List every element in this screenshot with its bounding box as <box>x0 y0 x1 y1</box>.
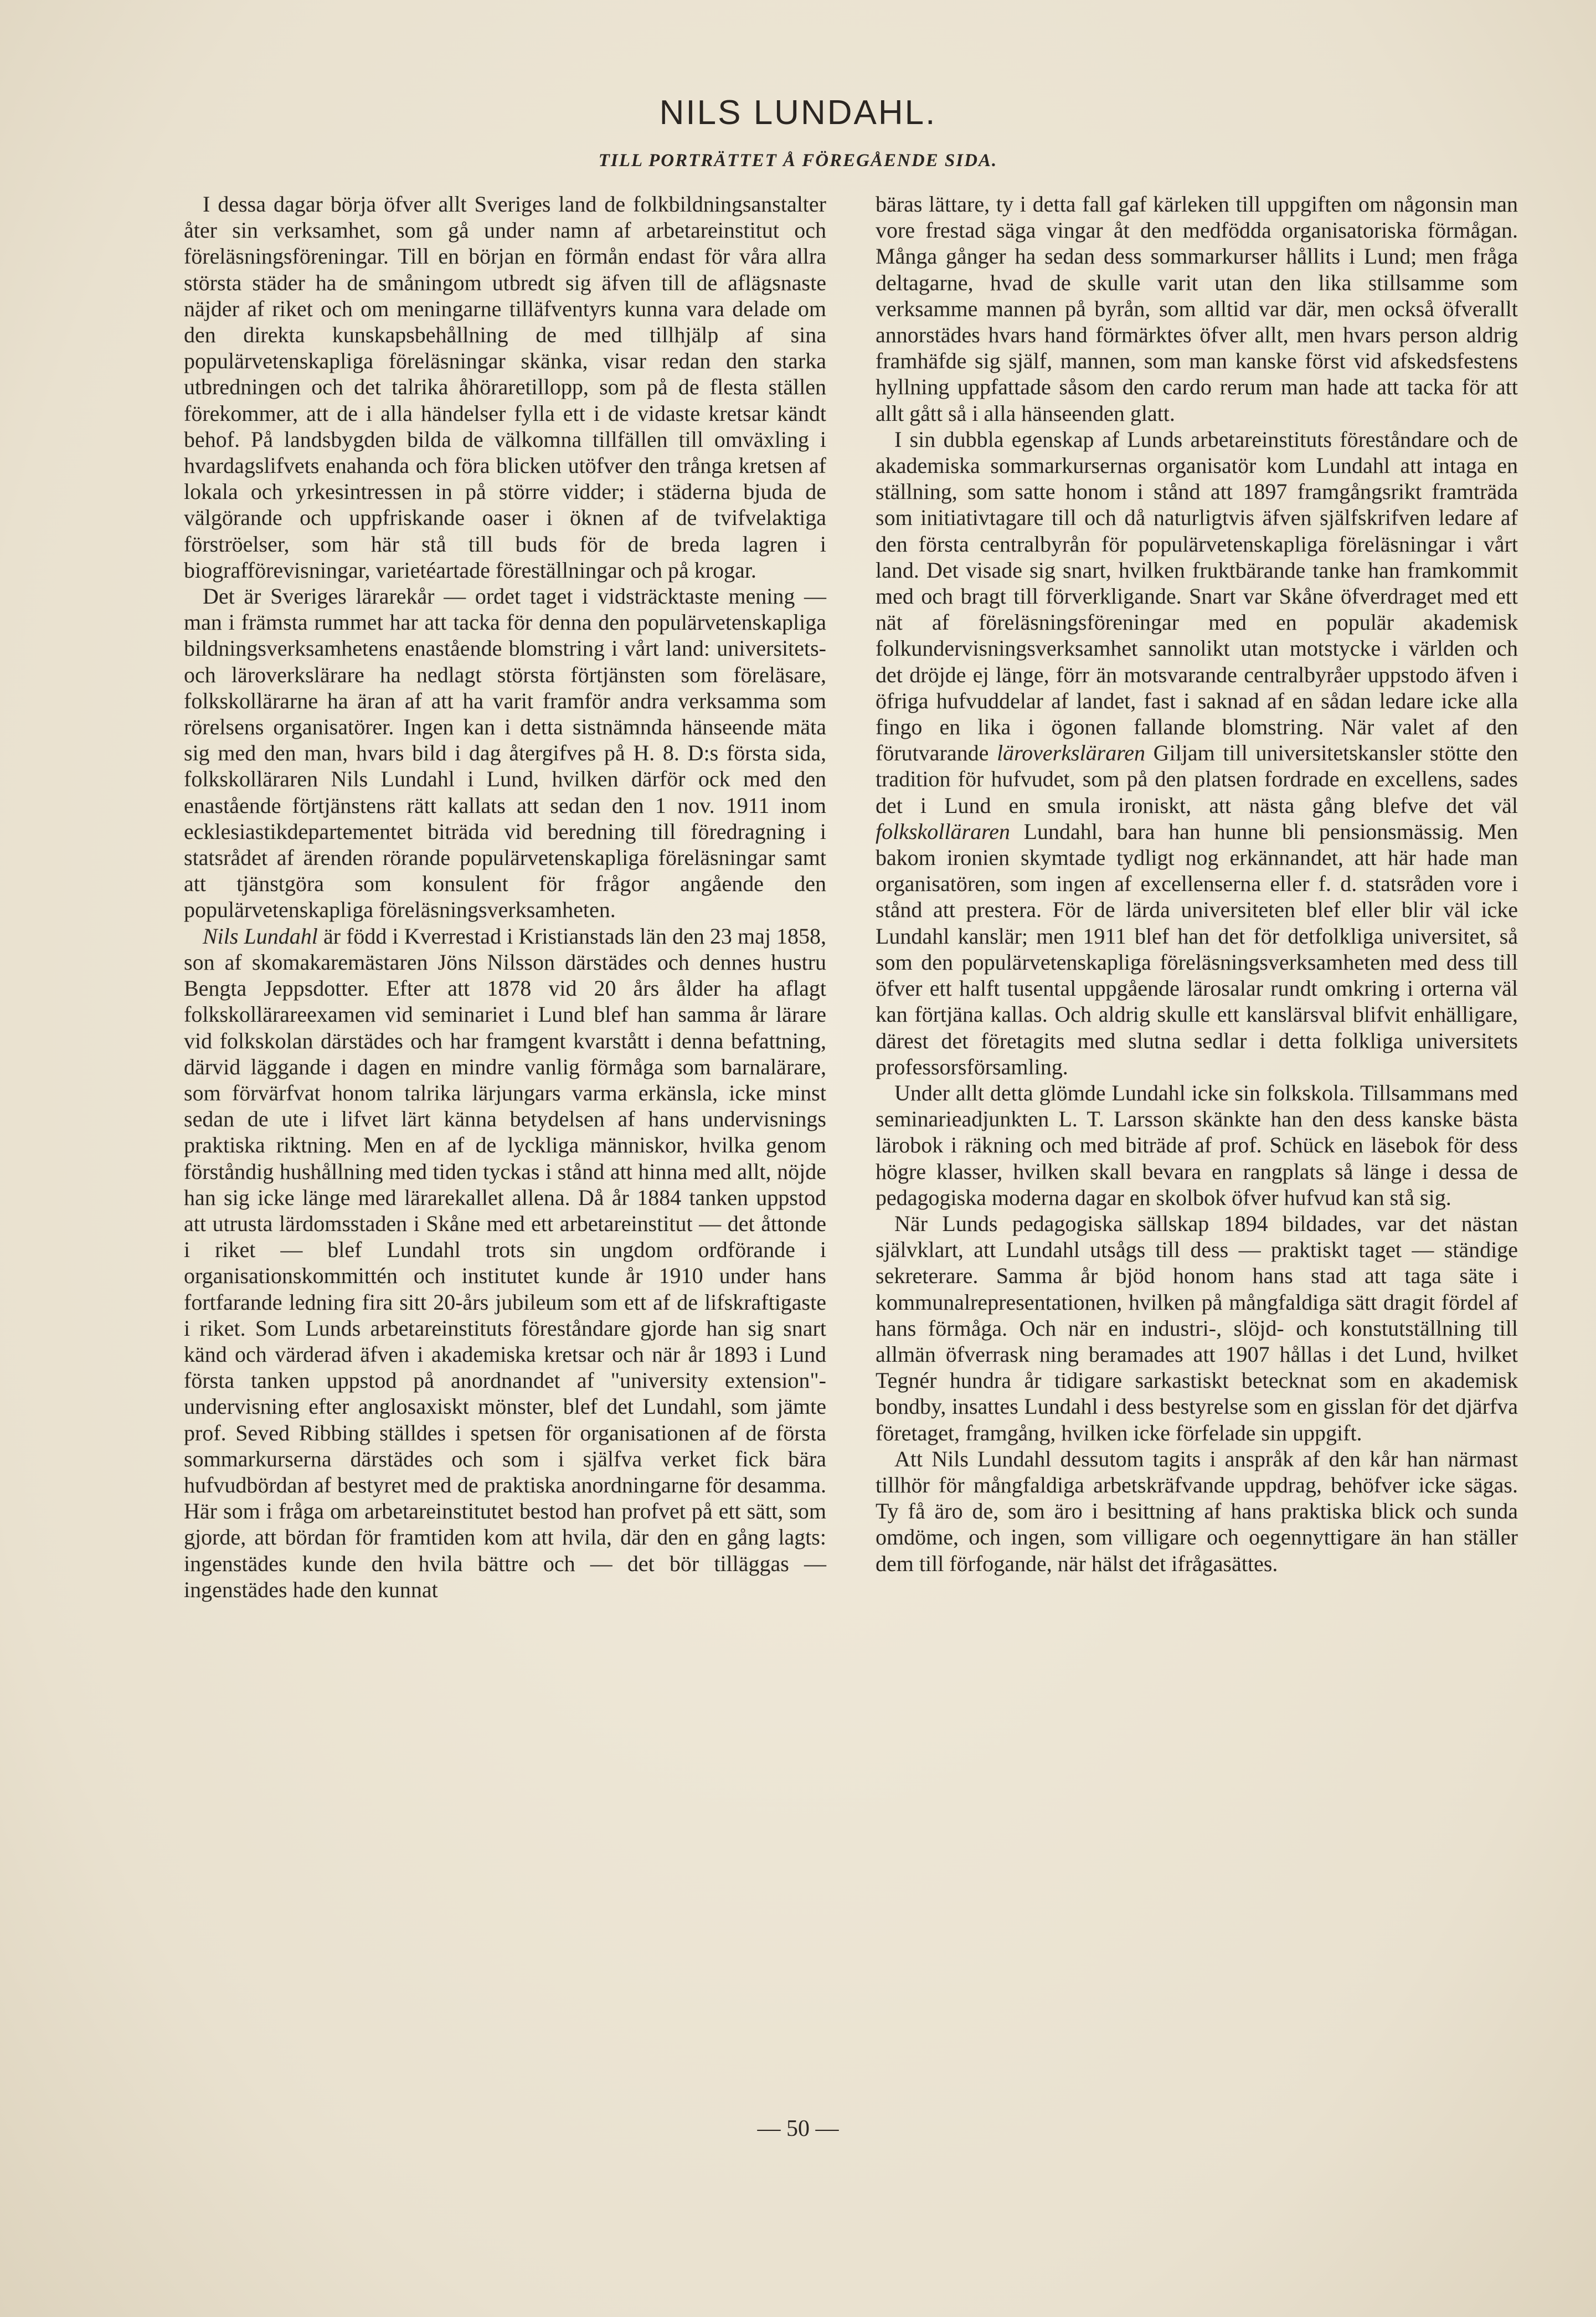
paragraph-text: I sin dubbla egenskap af Lunds arbetareinstituts föreståndare och de akademiska sommarkursernas organisatör kom Lundahl att intaga en ställning, som satte honom i stånd att 1897 framgångsrikt framträda som initiativtagare till och då naturligtvis äfven själfskrifven ledare af den första centralbyrån för populärvetenskapliga föreläsningar i vårt land. Det visade sig snart, hvilken fruktbärande tanke han framkommit med och bragt till förverkligande. Snart var Skåne öfverdraget med ett nät af föreläsningsföreningar med en populär akademisk folkundervisningsverksamhet sannolikt utan motstycke i världen och det dröjde ej länge, förr än motsvarande centralbyråer uppstodo äfven i öfriga hufvuddelar af landet, fast i saknad af en sådan ledare icke alla fingo en lika i ögonen fallande blomstring. När valet af den förutvarande <box>876 426 1518 766</box>
left-text-column <box>184 191 826 1603</box>
paragraph: Under allt detta glömde Lundahl icke sin folkskola. Tillsammans med seminarieadjunkten L. T. Larsson skänkte han den dess kanske bästa lärobok i räkning och med biträde af prof. Schück en läsebok för dess högre klasser, hvilken skall bevara en rangplats så länge i dessa de pedagogiska moderna dagar en skolbok öfver hufvud kan stå sig. <box>876 1080 1518 1210</box>
paragraph-text: är född i Kverrestad i Kristianstads län den 23 maj 1858, son af skomakaremästaren Jöns Nilsson därstädes och dennes hustru Bengta Jeppsdotter. Efter att 1878 vid 20 års ålder ha aflagt folkskollärareexamen vid seminariet i Lund blef han samma år lärare vid folkskolan därstädes och har framgent kvarstått i denna befattning, därvid läggande i dagen en mindre vanlig förmåga som barnalärare, som förvärfvat honom talrika lärjungars varma erkänsla, icke minst sedan de ute i lifvet lärt känna betydelsen af hans undervisnings praktiska riktning. Men en af de lyckliga människor, hvilka genom förståndig hushållning med tiden tyckas i stånd att hinna med allt, nöjde han sig icke länge med lärarekallet allena. Då år 1884 tanken uppstod att utrusta lärdomsstaden i Skåne med ett arbetareinstitut — det åttonde i riket — blef Lundahl trots sin ungdom ordförande i organisationskommittén och institutet kunde år 1910 under hans fortfarande ledning fira sitt 20-års jubileum som ett af de lifskraftigaste i riket. Som Lunds arbetareinstituts föreståndare gjorde han sig snart känd och värderad äfven i akademiska kretsar och när år 1893 i Lund första tanken uppstod på anordnandet af "university extension"-undervisning efter anglosaxiskt mönster, blef det Lundahl, som jämte prof. Seved Ribbing ställdes i spetsen för organisationen af de första sommarkurserna därstädes och som i själfva verket fick bära hufvudbördan af bestyret med de praktiska anordningarne för desamma. Här som i fråga om arbetareinstitutet bestod han profvet på ett sätt, som gjorde, att bördan för framtiden kom att hvila, där den en gång lagts: ingenstädes kunde den hvila bättre och — det bör tilläggas — ingenstädes hade den kunnat <box>184 923 826 1602</box>
paragraph-text: Giljam till universitetskansler stötte den tradition för hufvudet, som på den platsen fordrade en excellens, sades det i Lund en smula ironiskt, att nästa gång blefve det väl <box>876 740 1518 818</box>
paragraph: Det är Sveriges lärarekår — ordet taget i vidsträcktaste mening — man i främsta rummet har att tacka för denna den populärvetenskapliga bildningsverksamhetens enastående blomstring i vårt land: universitets- och läroverkslärare ha nedlagt största förtjänsten som föreläsare, folkskollärarne ha äran af att ha varit framför andra verksamma som rörelsens organisatörer. Ingen kan i detta sistnämnda hänseende mäta sig med den man, hvars bild i dag återgifves på H. 8. D:s första sida, folkskolläraren Nils Lundahl i Lund, hvilken därför ock med den enastående förtjänstens rätt kallats att sedan den 1 nov. 1911 inom ecklesiastikdepartementet biträda vid beredning till föredragning i statsrådet af ärenden rörande populärvetenskapliga föreläsningar samt att tjänstgöra som konsulent för frågor angående den populärvetenskapliga föreläsningsverksamheten. <box>184 584 826 923</box>
paragraph-continued: bäras lättare, ty i detta fall gaf kärleken till uppgiften om någonsin man vore frestad säga vingar åt den medfödda organisatoriska förmågan. Många gånger ha sedan dess sommarkurser hållits i Lund; men fråga deltagarne, hvad de skulle varit utan den lika stillsamme som verksamme mannen på byrån, som alltid var där, men också öfverallt annorstädes hvars hand förmärktes öfver allt, men hvars person aldrig framhäfde sig själf, mannen, som man kanske först vid afskedsfestens hyllning uppfattade såsom den cardo rerum man hade att tacka för att allt gått så i alla hänseenden glatt. <box>876 192 1518 426</box>
paragraph: När Lunds pedagogiska sällskap 1894 bildades, var det nästan självklart, att Lundahl utsågs till dess — praktiskt taget — ständige sekreterare. Samma år bjöd honom hans stad att taga säte i kommunalrepresentationen, hvilken på mångfaldiga sätt dragit fördel af hans förmåga. Och när en industri-, slöjd- och konstutställning till allmän öfverrask ning beramades att 1907 hållas i det Lund, hvilket Tegnér hundra år tidigare sarkastiskt betecknat som en akademisk bondby, insattes Lundahl i dess bestyrelse som en gisslan för det djärfva företaget, framgång, hvilken icke förfelade sin uppgift. <box>876 1211 1518 1445</box>
person-name: Nils Lundahl <box>203 923 318 949</box>
page-number: — 50 — <box>757 2116 839 2141</box>
article-subtitle: TILL PORTRÄTTET Å FÖREGÅENDE SIDA. <box>598 151 998 171</box>
right-text-column <box>876 191 1518 1577</box>
paragraph <box>184 923 826 1603</box>
paragraph: Att Nils Lundahl dessutom tagits i anspråk af den kår han närmast tillhör för mångfaldiga arbetskräfvande uppdrag, behöfver icke sägas. Ty få äro de, som äro i besittning af hans praktiska blick och sunda omdöme, och ingen, som villigare och oegennyttigare än han ställer dem till förfogande, när hälst det ifrågasättes. <box>876 1446 1518 1576</box>
paragraph-text: Lundahl, bara han hunne bli pensionsmässig. Men bakom ironien skymtade tydligt nog erkännandet, att här hade man organisatören, som ingen af excellenserna eller f. d. statsråden vore i stånd att prestera. För de lärda universiteten blef eller blir väl icke Lundahl kanslär; men 1911 blef han det för detfolkliga universitet, så som den populärvetenskapliga föreläsningsverksamheten med dess till öfver ett halft tusental uppgående lärosalar rundt omkring i orterna väl kan förtjäna kallas. Och aldrig skulle ett kanslärsval blifvit enhälligare, därest det företagits med slutna sedlar i detta folkliga universitets professorsförsamling. <box>876 818 1518 1079</box>
emphasis: folkskolläraren <box>876 818 1010 844</box>
paragraph: I dessa dagar börja öfver allt Sveriges land de folkbildningsanstalter åter sin verksamhet, som gå under namn af arbetareinstitut och föreläsningsföreningar. Till en början en förmån endast för våra allra största städer ha de småningom utbredt sig äfven till de aflägsnaste näjder af riket och om meningarne tilläfventyrs kunna vara delade om den direkta kunskapsbehållning de med tillhjälp af sina populärvetenskapliga föreläsningar skänka, visar redan den starka utbredningen och det talrika åhöraretillopp, som på de flesta ställen förekommer, att de i alla händelser fylla ett i de vidaste kretsar kändt behof. På landsbygden bilda de välkomna tillfällen till omväxling i hvardagslifvets enahanda och föra blicken utöfver den trånga kretsen af lokala och yrkesintressen in på större vidder; i städerna bjuda de välgörande och uppfriskande oaser i öknen af de tvifvelaktiga förströelser, som här stå till buds för de breda lagren i biografförevisningar, varietéartade föreställningar och på krogar. <box>184 192 826 583</box>
emphasis: läroverksläraren <box>996 740 1146 766</box>
paragraph <box>876 426 1518 1080</box>
article-title: NILS LUNDAHL. <box>659 94 937 132</box>
